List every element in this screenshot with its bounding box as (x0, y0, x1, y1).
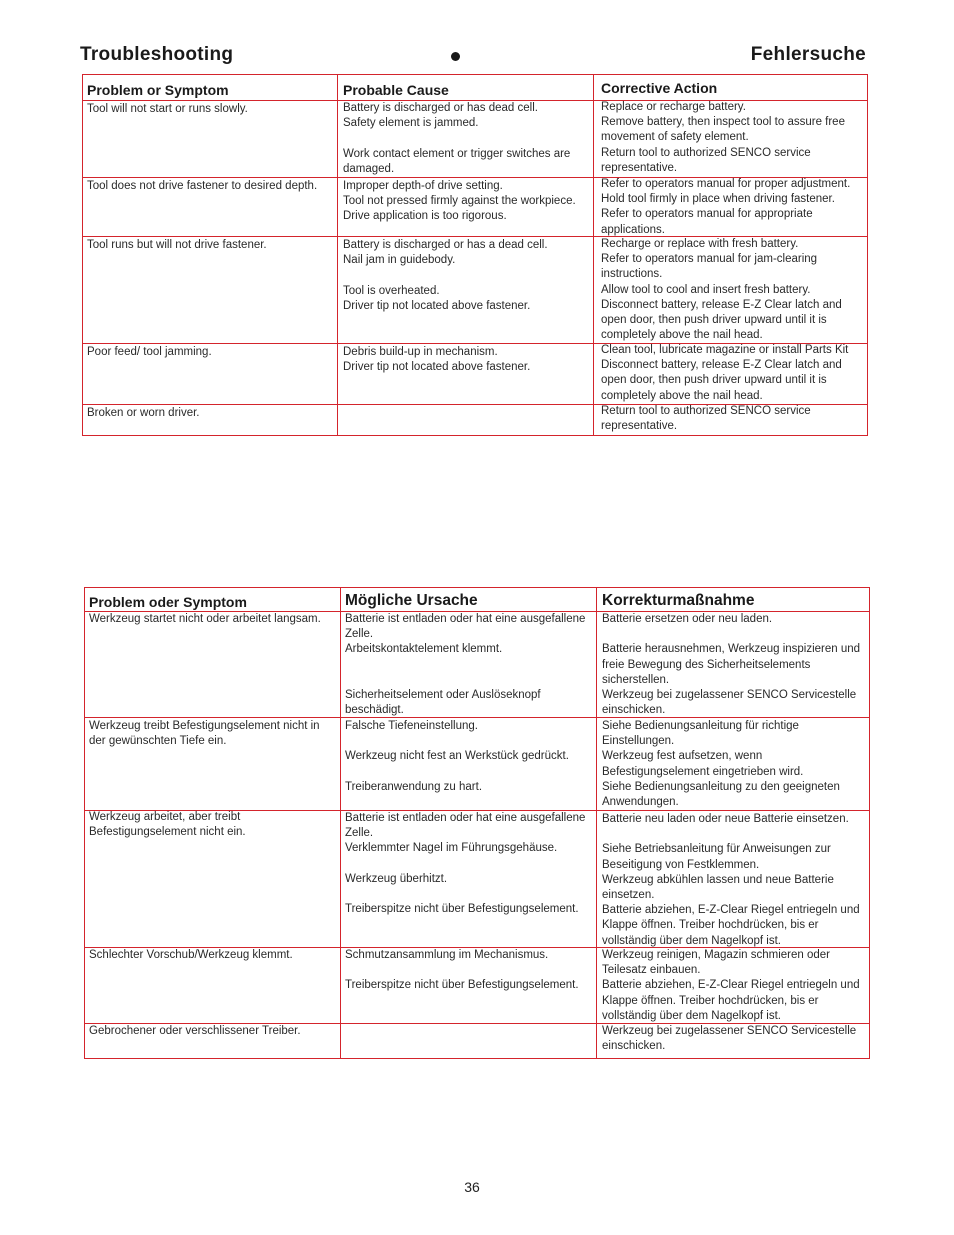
column-header-cause: Mögliche Ursache (345, 592, 478, 609)
column-header-cause: Probable Cause (343, 82, 449, 98)
problem-cell: Werkzeug treibt Befestigungselement nicht in der gewünschten Tiefe ein. (89, 720, 320, 748)
cause-cell: Improper depth-of drive setting. Tool not pressed firmly against the workpiece. Drive application is too rigorous. (343, 180, 576, 223)
column-header-problem: Problem oder Symptom (89, 594, 247, 610)
column-header-action: Corrective Action (601, 80, 718, 96)
problem-cell: Tool does not drive fastener to desired depth. (87, 180, 318, 192)
problem-cell: Broken or worn driver. (87, 407, 200, 419)
problem-cell: Gebrochener oder verschlissener Treiber. (89, 1025, 301, 1037)
table-row (83, 100, 867, 178)
action-cell: Clean tool, lubricate magazine or install Parts Kit Disconnect battery, release E-Z Clear latch and open door, then push driver upward until it is completely above the nail head. (601, 344, 849, 402)
page-title-german: Fehlersuche (750, 44, 866, 65)
table-row (85, 947, 869, 1024)
table-row (85, 717, 869, 811)
problem-cell: Tool will not start or runs slowly. (87, 103, 248, 115)
english-troubleshooting-table (82, 74, 868, 436)
action-cell: Batterie ersetzen oder neu laden. Batterie herausnehmen, Werkzeug inspizieren und freie Bewegung des Sicherheitselements sicherstellen. Werkzeug bei zugelassener SENCO Servicestelle einschicken. (602, 613, 861, 717)
column-header-action: Korrekturmaßnahme (602, 592, 755, 609)
cause-cell: Batterie ist entladen oder hat eine ausgefallene Zelle. Arbeitskontaktelement klemmt. Sicherheitselement oder Auslöseknopf beschädigt. (345, 613, 586, 717)
action-cell: Werkzeug reinigen, Magazin schmieren oder Teilesatz einbauen. Batterie abziehen, E-Z-Clear Riegel entriegeln und Klappe öffnen. Treiber hochdrücken, bis er vollständig über dem Nagelkopf ist. (602, 949, 860, 1022)
cause-cell: Batterie ist entladen oder hat eine ausgefallene Zelle. Verklemmter Nagel im Führungsgehäuse. Werkzeug überhitzt. Treiberspitze nicht über Befestigungselement. (345, 812, 586, 916)
cause-cell: Falsche Tiefeneinstellung. Werkzeug nicht fest an Werkstück gedrückt. Treiberanwendung zu hart. (345, 720, 569, 793)
bullet-separator (451, 52, 460, 61)
problem-cell: Werkzeug arbeitet, aber treibt Befestigungselement nicht ein. (89, 811, 246, 839)
german-troubleshooting-table (84, 587, 870, 1059)
problem-cell: Werkzeug startet nicht oder arbeitet langsam. (89, 613, 321, 625)
table-row (83, 343, 867, 405)
table-row (85, 810, 869, 948)
cause-cell: Debris build-up in mechanism. Driver tip not located above fastener. (343, 346, 531, 374)
table-header-row (83, 75, 867, 100)
table-row (85, 611, 869, 718)
action-cell: Recharge or replace with fresh battery. Refer to operators manual for jam-clearing instructions. Allow tool to cool and insert fresh battery. Disconnect battery, release E-Z Clear latch and open door, then push driver upward until it is completely above the nail head. (601, 238, 842, 342)
cause-cell: Battery is discharged or has dead cell. Safety element is jammed. Work contact element or trigger switches are damaged. (343, 102, 571, 175)
action-cell: Batterie neu laden oder neue Batterie einsetzen. Siehe Betriebsanleitung für Anweisungen zur Beseitigung von Festklemmen. Werkzeug abkühlen lassen und neue Batterie einsetzen. Batterie abziehen, E-Z-Clear Riegel entriegeln und Klappe öffnen. Treiber hochdrücken, bis er vollständig über dem Nagelkopf ist. (602, 813, 860, 947)
table-row (83, 236, 867, 344)
problem-cell: Poor feed/ tool jamming. (87, 346, 212, 358)
cause-cell: Schmutzansammlung im Mechanismus. Treiberspitze nicht über Befestigungselement. (345, 949, 579, 992)
table-row (83, 177, 867, 237)
table-header-row (85, 588, 869, 611)
page-title-english: Troubleshooting (80, 44, 234, 65)
table-row (85, 1023, 869, 1059)
problem-cell: Schlechter Vorschub/Werkzeug klemmt. (89, 949, 293, 961)
column-header-problem: Problem or Symptom (87, 82, 229, 98)
action-cell: Werkzeug bei zugelassener SENCO Servicestelle einschicken. (602, 1025, 857, 1053)
action-cell: Return tool to authorized SENCO service representative. (601, 405, 811, 433)
problem-cell: Tool runs but will not drive fastener. (87, 239, 267, 251)
action-cell: Siehe Bedienungsanleitung für richtige Einstellungen. Werkzeug fest aufsetzen, wenn Befestigungselement eingetrieben wird. Siehe Bedienungsanleitung zu den geeigneten Anwendungen. (602, 720, 840, 809)
action-cell: Refer to operators manual for proper adjustment. Hold tool firmly in place when driving fastener. Refer to operators manual for appropriate applications. (601, 178, 851, 236)
page-number: 36 (464, 1179, 480, 1195)
table-row (83, 404, 867, 436)
action-cell: Replace or recharge battery. Remove battery, then inspect tool to assure free movement of safety element. Return tool to authorized SENCO service representative. (601, 101, 845, 174)
cause-cell: Battery is discharged or has a dead cell. Nail jam in guidebody. Tool is overheated. Driver tip not located above fastener. (343, 239, 548, 312)
